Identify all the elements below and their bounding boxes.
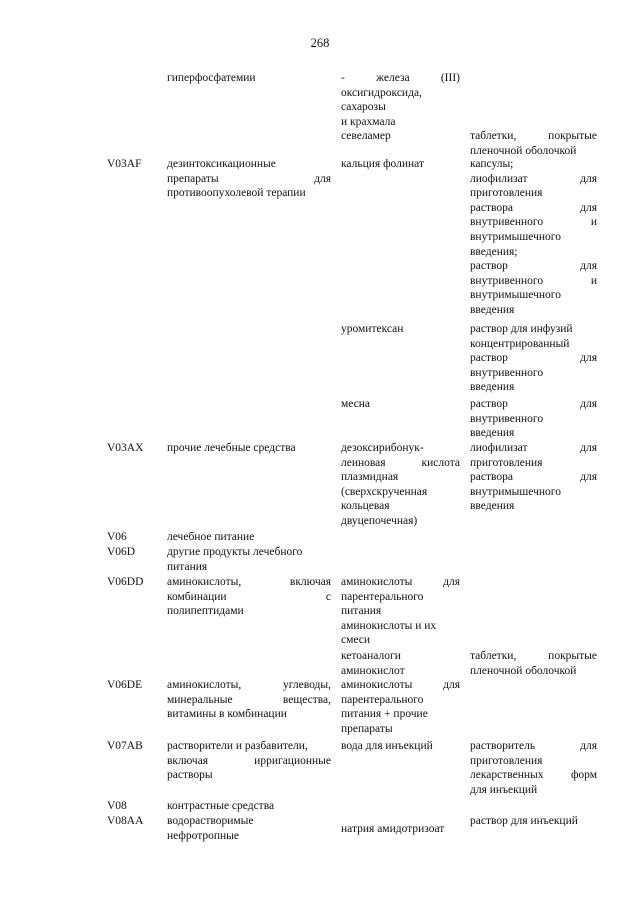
word: форм bbox=[570, 769, 597, 782]
text-line: внутримышечного bbox=[470, 230, 561, 243]
line-spacer bbox=[470, 86, 597, 101]
text-line bbox=[167, 754, 331, 769]
text-line bbox=[470, 172, 597, 187]
text-line: приготовления bbox=[470, 187, 543, 200]
atc-code-cell: V08 bbox=[107, 800, 127, 812]
dosage-form-cell bbox=[470, 71, 597, 159]
word: для bbox=[443, 576, 460, 588]
text-line: препараты bbox=[341, 722, 393, 735]
text-line bbox=[470, 215, 597, 230]
dosage-form-cell bbox=[470, 441, 597, 514]
word: вещества, bbox=[282, 693, 331, 706]
name-cell bbox=[167, 441, 331, 456]
text-line: капсулы; bbox=[470, 158, 514, 170]
text-line bbox=[470, 470, 597, 485]
word: растворители и разбавители, bbox=[167, 740, 308, 752]
text-line: введения bbox=[470, 427, 515, 440]
name-cell bbox=[167, 814, 331, 843]
word: и bbox=[590, 274, 597, 287]
text-line: внутривенного bbox=[470, 412, 544, 425]
text-line: кольцевая bbox=[341, 500, 390, 513]
text-line: вода для инъекций bbox=[341, 740, 433, 752]
text-line: прочие лечебные средства bbox=[167, 442, 296, 454]
text-line: введения bbox=[470, 303, 515, 316]
word: для bbox=[314, 172, 331, 185]
text-line bbox=[470, 351, 597, 366]
word: минеральные bbox=[167, 693, 233, 706]
text-line bbox=[341, 619, 460, 634]
word: внутривенного bbox=[470, 274, 544, 287]
text-line bbox=[470, 441, 597, 456]
word: и bbox=[590, 216, 597, 229]
substance-cell bbox=[341, 739, 460, 754]
text-line: пленочной оболочкой bbox=[470, 144, 577, 157]
substance-cell bbox=[341, 678, 460, 736]
name-cell bbox=[167, 157, 331, 201]
word: для bbox=[580, 398, 597, 410]
text-line: внутривенного bbox=[470, 366, 544, 379]
substance-cell bbox=[341, 157, 460, 172]
text-line: внутримышечного bbox=[470, 289, 561, 302]
substance-cell bbox=[341, 575, 460, 648]
word: аминокислоты, bbox=[167, 679, 242, 691]
word: леиновая bbox=[341, 456, 386, 469]
text-line: двуцепочечная) bbox=[341, 514, 418, 527]
word: внутривенного bbox=[470, 216, 544, 229]
atc-code-cell: V06 bbox=[107, 531, 127, 543]
atc-code-cell: V08AA bbox=[107, 815, 144, 827]
word: раствор bbox=[470, 352, 508, 365]
dosage-form-cell bbox=[470, 322, 597, 395]
word: другие продукты лечебного bbox=[167, 546, 303, 558]
text-line bbox=[341, 456, 460, 471]
text-line: кальция фолинат bbox=[341, 158, 425, 170]
word: раствор bbox=[470, 398, 508, 410]
word: лиофилизат bbox=[470, 442, 528, 454]
text-line: гиперфосфатемии bbox=[167, 72, 256, 84]
text-line: растворы bbox=[167, 769, 213, 782]
word: растворитель bbox=[470, 740, 536, 752]
text-line: лечебное питание bbox=[167, 531, 255, 543]
text-line: противоопухолевой терапии bbox=[167, 187, 306, 200]
text-line: питания bbox=[341, 605, 382, 618]
word: углеводы, bbox=[283, 679, 331, 691]
text-line: питания bbox=[167, 560, 208, 573]
text-line bbox=[341, 707, 460, 722]
word: для bbox=[580, 172, 597, 185]
text-line: полипептидами bbox=[167, 605, 244, 618]
text-line: и крахмала bbox=[341, 115, 396, 128]
text-line: приготовления bbox=[470, 754, 543, 767]
text-line: для инъекций bbox=[470, 783, 538, 796]
text-line bbox=[341, 71, 460, 86]
text-line: дезинтоксикационные bbox=[167, 158, 276, 170]
text-line bbox=[167, 545, 331, 560]
word: покрытые bbox=[548, 650, 597, 662]
text-line: введения bbox=[470, 381, 515, 394]
text-line: оксигидроксида, bbox=[341, 86, 422, 99]
atc-code-cell: V03AF bbox=[107, 158, 142, 170]
text-line: пленочной оболочкой bbox=[470, 664, 577, 677]
dosage-form-cell bbox=[470, 649, 597, 678]
text-line: контрастные средства bbox=[167, 800, 275, 812]
text-line: аминокислот bbox=[341, 664, 405, 677]
dosage-form-cell bbox=[470, 814, 597, 829]
text-line bbox=[167, 590, 331, 605]
line-spacer bbox=[470, 100, 597, 115]
text-line: раствор для инъекций bbox=[470, 815, 578, 827]
word: лиофилизат bbox=[470, 172, 528, 185]
word: для bbox=[580, 740, 597, 752]
word: - bbox=[341, 72, 345, 84]
text-line bbox=[341, 575, 460, 590]
page-number: 268 bbox=[310, 36, 330, 50]
name-cell bbox=[167, 530, 331, 545]
word: для bbox=[580, 201, 597, 214]
name-cell bbox=[167, 71, 331, 86]
name-cell bbox=[167, 678, 331, 722]
text-line: витамины в комбинации bbox=[167, 708, 287, 721]
substance-cell bbox=[341, 322, 460, 337]
name-cell bbox=[167, 575, 331, 619]
word: для bbox=[443, 679, 460, 691]
text-line bbox=[167, 739, 331, 754]
dosage-form-cell bbox=[470, 739, 597, 797]
word: питания + прочие bbox=[341, 708, 428, 721]
text-line: парентерального bbox=[341, 693, 424, 706]
word: препараты bbox=[167, 172, 219, 185]
text-line: (сверхскрученная bbox=[341, 485, 428, 498]
text-line bbox=[470, 739, 597, 754]
word: аминокислоты и их bbox=[341, 619, 437, 632]
text-line bbox=[167, 172, 331, 187]
text-line: дезоксирибонук- bbox=[341, 442, 424, 454]
word: для bbox=[580, 352, 597, 365]
word: раствора bbox=[470, 471, 513, 484]
word: раствор для инфузий bbox=[470, 323, 573, 335]
text-line bbox=[470, 397, 597, 412]
text-line: концентрированный bbox=[470, 337, 570, 350]
word: ирригационные bbox=[254, 754, 331, 767]
substance-cell bbox=[341, 71, 460, 144]
word: включая bbox=[167, 754, 209, 767]
substance-cell bbox=[341, 441, 460, 529]
atc-code-cell: V03AX bbox=[107, 442, 144, 454]
atc-code-cell: V06D bbox=[107, 546, 136, 558]
text-line: плазмидная bbox=[341, 471, 399, 484]
word: раствора bbox=[470, 201, 513, 214]
text-line: парентерального bbox=[341, 590, 424, 603]
text-line: натрия амидотризоат bbox=[341, 823, 445, 835]
text-line: севеламер bbox=[341, 130, 391, 143]
text-line: сахарозы bbox=[341, 101, 386, 114]
dosage-form-cell bbox=[470, 157, 597, 318]
text-line bbox=[470, 259, 597, 274]
name-cell bbox=[167, 739, 331, 783]
text-line bbox=[470, 649, 597, 664]
line-spacer bbox=[470, 115, 597, 130]
text-line bbox=[470, 274, 597, 289]
word: раствор bbox=[470, 260, 508, 273]
word: покрытые bbox=[548, 130, 597, 143]
word: для bbox=[580, 442, 597, 454]
text-line: приготовления bbox=[470, 456, 543, 469]
atc-code-cell: V06DE bbox=[107, 679, 143, 691]
substance-cell bbox=[341, 397, 460, 412]
text-line: смеси bbox=[341, 634, 371, 647]
text-line bbox=[167, 678, 331, 693]
word: (III) bbox=[440, 72, 460, 84]
atc-code-cell: V06DD bbox=[107, 576, 144, 588]
word: аминокислоты bbox=[341, 679, 413, 691]
text-line: нефротропные bbox=[167, 829, 240, 842]
text-line bbox=[167, 575, 331, 590]
name-cell bbox=[167, 545, 331, 574]
word: аминокислоты bbox=[341, 576, 413, 588]
word: таблетки, bbox=[470, 650, 517, 662]
word: с bbox=[325, 590, 331, 603]
substance-cell bbox=[341, 649, 460, 678]
word: кислота bbox=[421, 456, 460, 469]
text-line bbox=[341, 678, 460, 693]
text-line: введения bbox=[470, 500, 515, 513]
text-line: водорастворимые bbox=[167, 815, 254, 827]
text-line bbox=[470, 201, 597, 216]
dosage-form-cell bbox=[470, 397, 597, 441]
text-line bbox=[470, 129, 597, 144]
word: комбинации bbox=[167, 590, 227, 603]
line-spacer bbox=[470, 71, 597, 86]
word: для bbox=[580, 471, 597, 484]
text-line: внутримышечного bbox=[470, 485, 561, 498]
word: железа bbox=[376, 72, 410, 84]
word: таблетки, bbox=[470, 130, 517, 143]
text-line: введения; bbox=[470, 245, 518, 258]
text-line: кетоаналоги bbox=[341, 650, 401, 662]
word: аминокислоты, bbox=[167, 576, 242, 588]
text-line bbox=[470, 768, 597, 783]
name-cell bbox=[167, 799, 331, 814]
text-line bbox=[167, 693, 331, 708]
text-line bbox=[470, 322, 597, 337]
text-line: уромитексан bbox=[341, 323, 404, 335]
word: лекарственных bbox=[470, 769, 544, 782]
word: включая bbox=[289, 576, 331, 588]
substance-cell bbox=[341, 822, 460, 837]
word: для bbox=[580, 260, 597, 273]
text-line: месна bbox=[341, 398, 371, 410]
atc-code-cell: V07AB bbox=[107, 740, 143, 752]
